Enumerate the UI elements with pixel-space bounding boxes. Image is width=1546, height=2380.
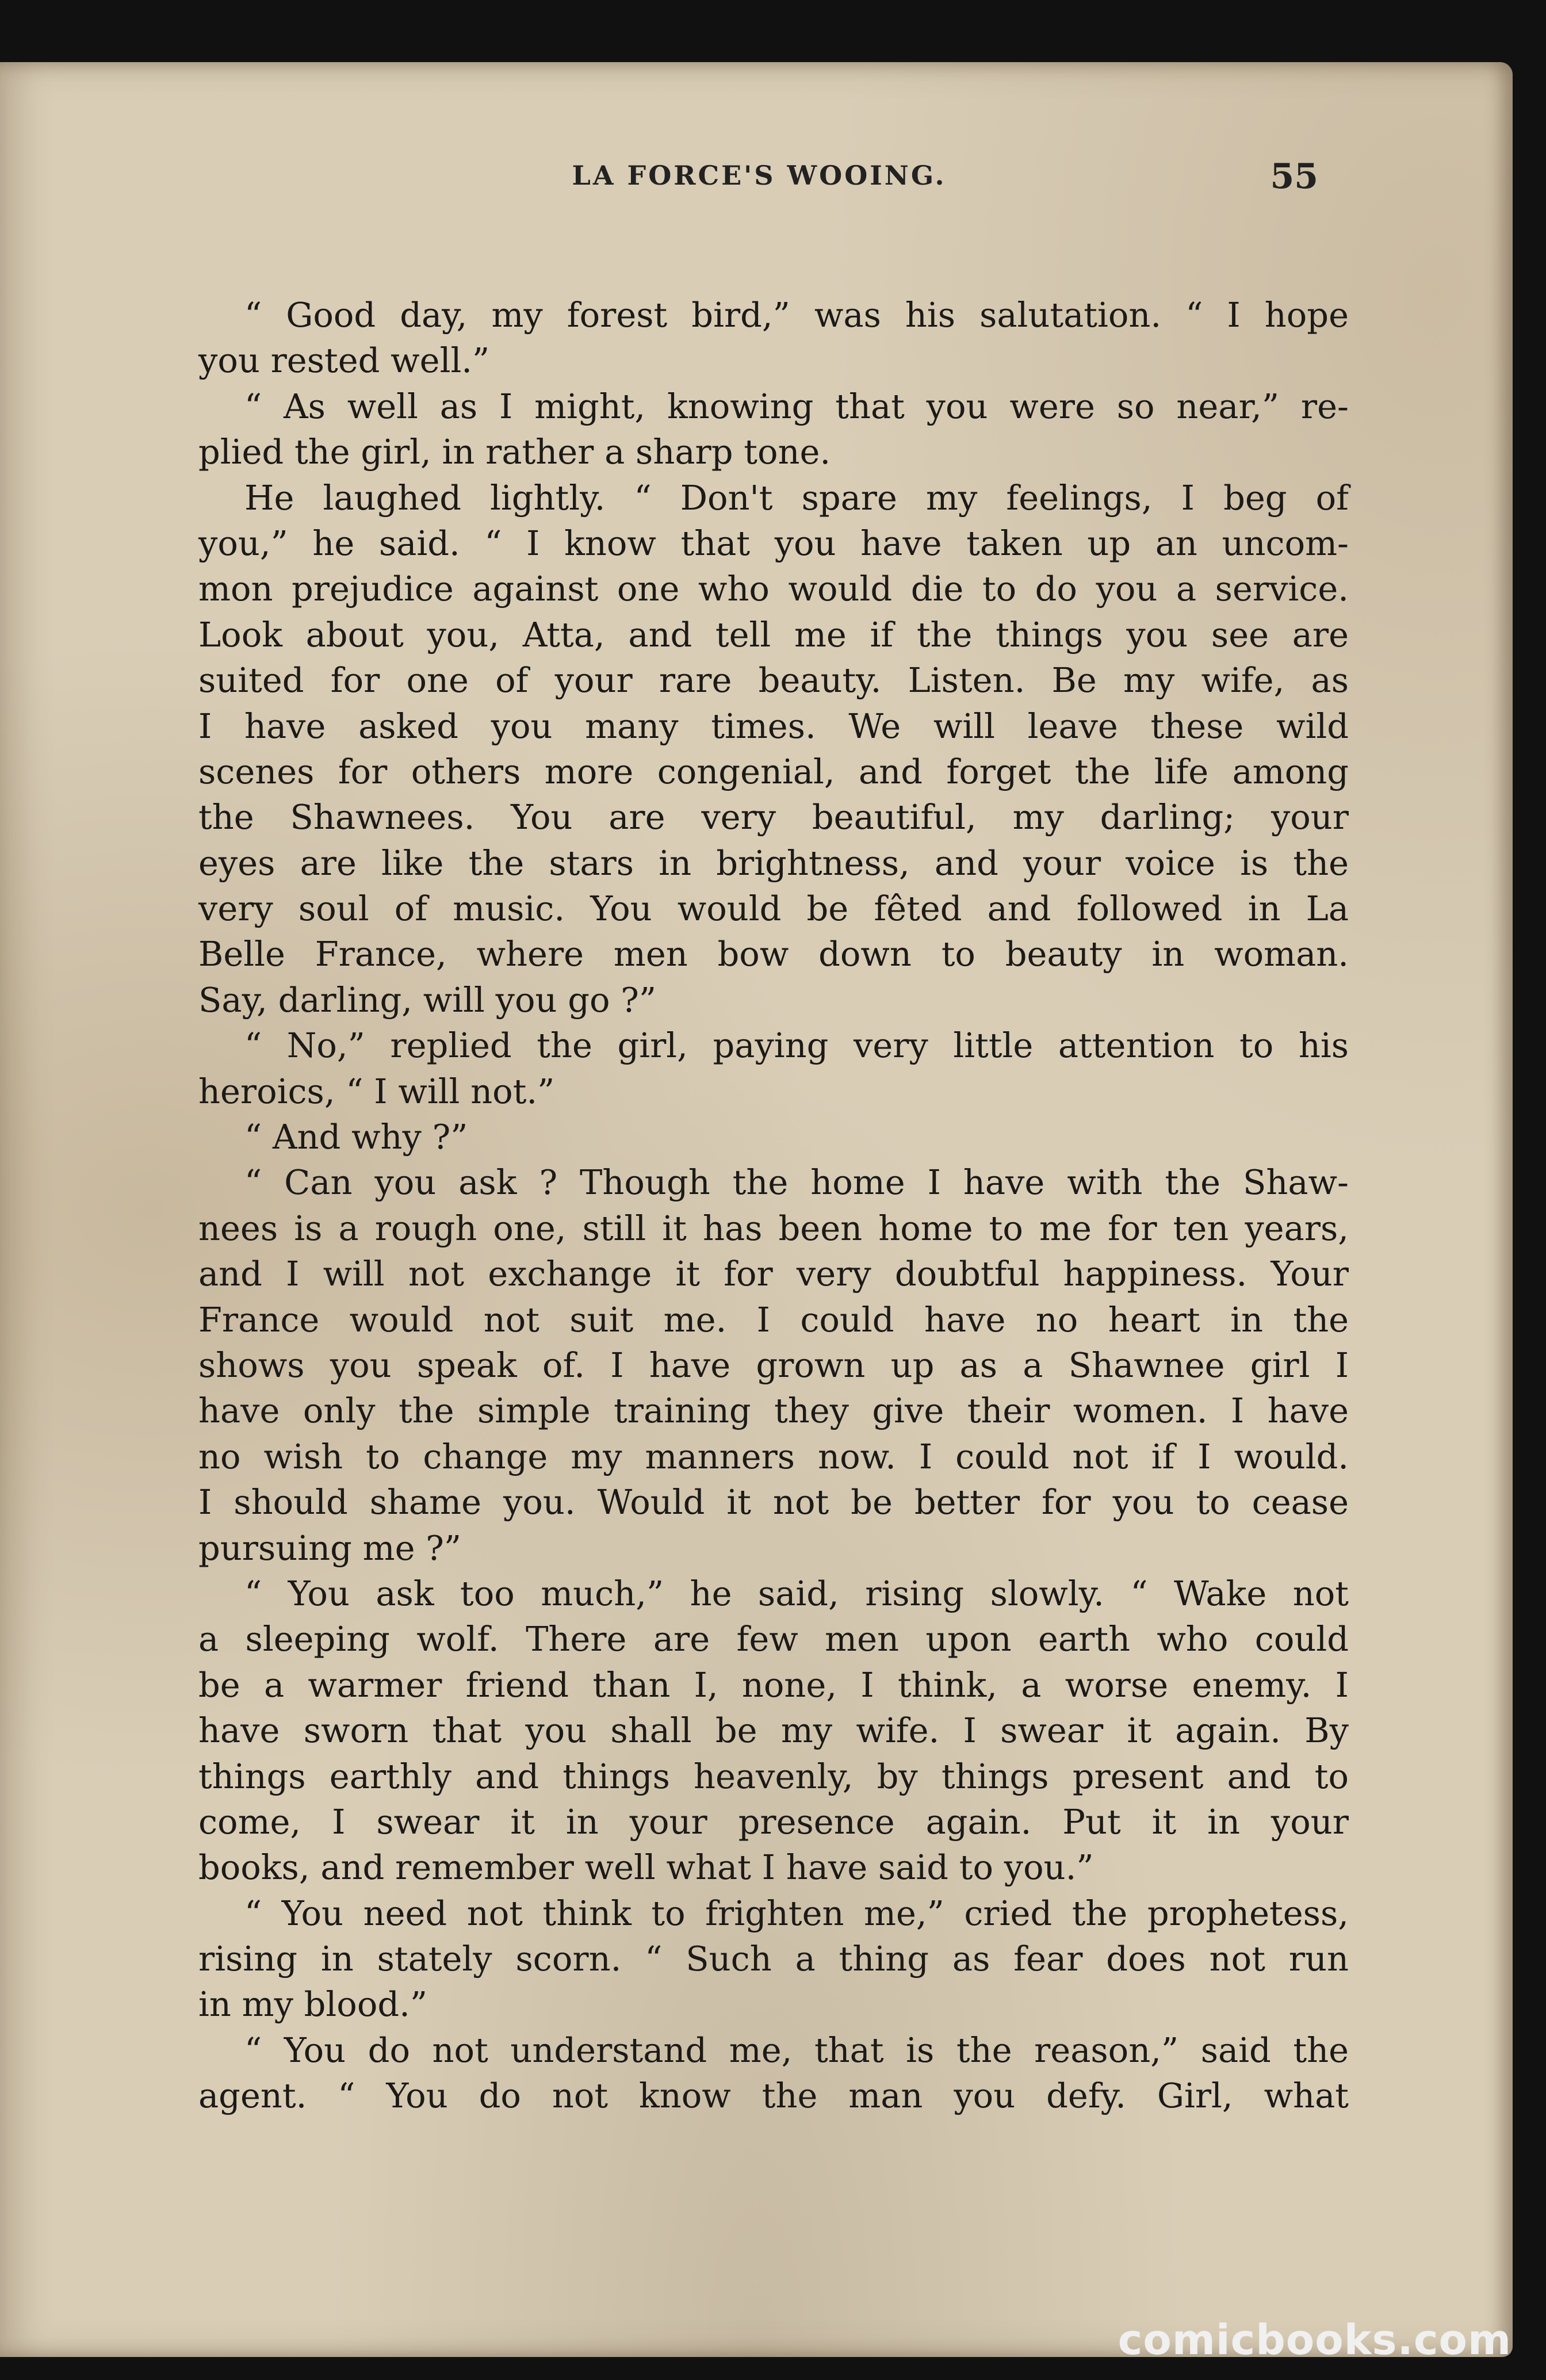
text-line: “ You do not understand me, that is the reason,” said the — [244, 2030, 1349, 2070]
body-text — [198, 292, 1349, 2119]
site-watermark: comicbooks.com — [1118, 2316, 1511, 2364]
page-number: 55 — [1270, 156, 1318, 197]
text-line: come, I swear it in your presence again. Put it in your — [198, 1801, 1349, 1842]
text-line: a sleeping wolf. There are few men upon earth who could — [198, 1619, 1349, 1659]
text-line: eyes are like the stars in brightness, and your voice is the — [198, 843, 1349, 883]
page-header — [200, 156, 1318, 217]
text-line: “ Can you ask ? Though the home I have with the Shaw- — [244, 1162, 1349, 1203]
text-line: “ As well as I might, knowing that you were so near,” re- — [244, 386, 1349, 426]
text-line: the Shawnees. You are very beautiful, my darling; your — [198, 797, 1349, 837]
text-line: “ You ask too much,” he said, rising slowly. “ Wake not — [244, 1573, 1349, 1613]
text-line: suited for one of your rare beauty. Listen. Be my wife, as — [198, 660, 1349, 701]
text-line: nees is a rough one, still it has been home to me for ten years, — [198, 1208, 1349, 1248]
text-line: things earthly and things heavenly, by things present and to — [198, 1756, 1349, 1796]
text-line: Say, darling, will you go ?” — [198, 979, 657, 1020]
text-line: no wish to change my manners now. I could not if I would. — [198, 1436, 1349, 1476]
text-line: “ Good day, my forest bird,” was his salutation. “ I hope — [244, 295, 1349, 335]
text-line: France would not suit me. I could have no heart in the — [198, 1299, 1349, 1340]
text-line: He laughed lightly. “ Don't spare my feelings, I beg of — [244, 477, 1349, 518]
text-line: you rested well.” — [198, 340, 490, 381]
text-line: have sworn that you shall be my wife. I swear it again. By — [198, 1711, 1349, 1751]
text-line: you,” he said. “ I know that you have taken up an uncom- — [198, 523, 1349, 563]
text-line: “ You need not think to frighten me,” cried the prophetess, — [244, 1893, 1349, 1933]
text-line: and I will not exchange it for very doubtful happiness. Your — [198, 1254, 1349, 1294]
text-line: books, and remember well what I have said to you.” — [198, 1847, 1094, 1888]
text-line: I should shame you. Would it not be better for you to cease — [198, 1482, 1349, 1522]
text-line: heroics, “ I will not.” — [198, 1071, 555, 1111]
text-line: rising in stately scorn. “ Such a thing as fear does not run — [198, 1939, 1349, 1979]
text-line: I have asked you many times. We will leave these wild — [198, 706, 1349, 746]
text-line: Look about you, Atta, and tell me if the things you see are — [198, 614, 1349, 655]
book-page — [0, 62, 1513, 2357]
text-line: be a warmer friend than I, none, I think, a worse enemy. I — [198, 1665, 1349, 1705]
text-line: Belle France, where men bow down to beauty in woman. — [198, 934, 1349, 974]
text-line: very soul of music. You would be fêted and followed in La — [198, 889, 1349, 929]
text-line: plied the girl, in rather a sharp tone. — [198, 432, 831, 472]
text-line: shows you speak of. I have grown up as a Shawnee girl I — [198, 1345, 1349, 1385]
text-line: mon prejudice against one who would die to do you a service. — [198, 569, 1349, 609]
text-line: have only the simple training they give their women. I have — [198, 1391, 1349, 1431]
text-line: “ And why ?” — [244, 1117, 468, 1157]
text-line: pursuing me ?” — [198, 1528, 462, 1568]
text-line: “ No,” replied the girl, paying very little attention to his — [244, 1026, 1349, 1066]
text-line: scenes for others more congenial, and forget the life among — [198, 751, 1349, 791]
running-head: LA FORCE'S WOOING. — [572, 160, 947, 191]
text-line: agent. “ You do not know the man you defy. Girl, what — [198, 2076, 1349, 2116]
text-line: in my blood.” — [198, 1984, 428, 2025]
